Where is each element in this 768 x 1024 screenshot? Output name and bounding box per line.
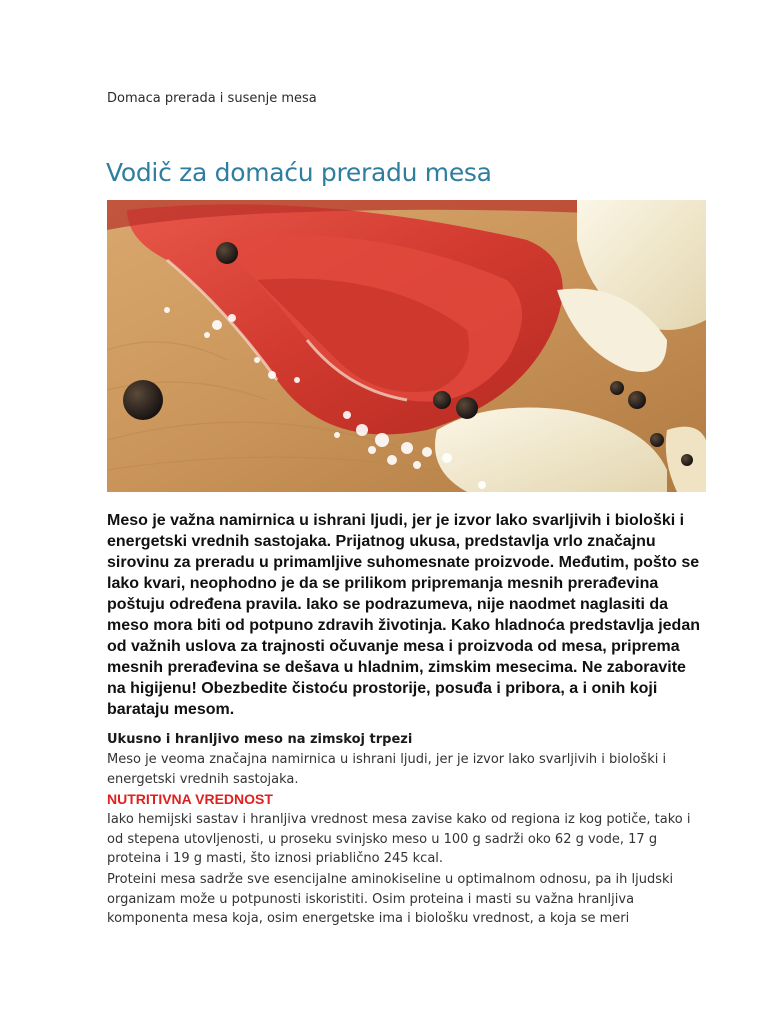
paragraph-proteins: Proteini mesa sadrže sve esencijalne aminokiseline u optimalnom odnosu, pa ih ljudski organizam može u potpunosti iskoristiti. Osim proteina i masti su važna hranljiva komponenta mesa koja, osim energetske ima i biološku vrednost, a koja se meri — [107, 872, 674, 926]
document-header: Domaca prerada i susenje mesa — [107, 91, 317, 106]
lead-paragraph: Meso je važna namirnica u ishrani ljudi, jer je izvor lako svarljivih i biološki i energetski vrednih sastojaka. Prijatnog ukusa, predstavlja vrlo značajnu sirovinu za preradu u primamljive suhomesnate proizvode. Međutim, pošto se lako kvari, neophodno je da se prilikom pripremanja mesnih prerađevina poštuju određena pravila. Iako se podrazumeva, nije naodmet naglasiti da meso mora biti od potpuno zdravih životinja. Kako hladnoća predstavlja jedan od važnih uslova za trajnosti očuvanje mesa i proizvoda od mesa, priprema mesnih prerađevina se dešava u hladnim, zimskim mesecima. Ne zaboravite na higijenu! Obezbedite čistoću prostorije, posuđa i pribora, a i onih koji barataju mesom. — [107, 512, 700, 718]
hero-image-cured-meat — [107, 200, 706, 492]
section-subheading: Ukusno i hranljivo meso na zimskoj trpezi — [107, 732, 413, 747]
paragraph-nutrition: Iako hemijski sastav i hranljiva vrednost mesa zavise kako od regiona iz kog potiče, tako i od stepena utovljenosti, u proseku svinjsko meso u 100 g sadrži oko 62 g vode, 17 g proteina i 19 g masti, što iznosi priablično 245 kcal. — [107, 812, 691, 866]
page-title: Vodič za domaću preradu mesa — [106, 158, 492, 187]
nutrition-heading: NUTRITIVNA VREDNOST — [107, 791, 273, 807]
paragraph-intro: Meso je veoma značajna namirnica u ishrani ljudi, jer je izvor lako svarljivih i biološki i energetski vrednih sastojaka. — [107, 752, 667, 787]
